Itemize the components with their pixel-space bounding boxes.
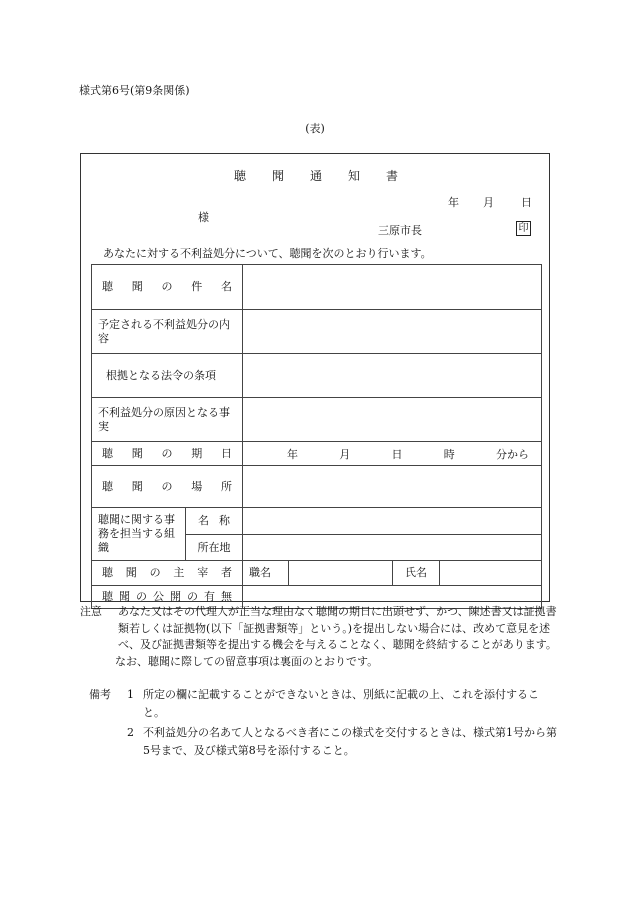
issuer: 三原市長 [378, 224, 422, 237]
date-month: 月 [483, 196, 494, 209]
remark-number-1: 1 [127, 688, 134, 701]
row-legal-basis [92, 354, 542, 398]
public-label: 聴 聞 の 公 開 の 有 無 [92, 586, 243, 609]
remarks-head: 備考 [89, 688, 111, 701]
org-label: 聴聞に関する事務を担当する組織 [92, 508, 186, 561]
row-cause [92, 398, 542, 442]
org-address-value[interactable] [243, 535, 542, 561]
org-address-label: 所在地 [186, 535, 243, 561]
form-number: 様式第6号(第9条関係) [79, 84, 190, 97]
remark-text-2: 不利益処分の名あて人となるべき者にこの様式を交付するときは、様式第1号から第5号まで、及び様式第8号を添付すること。 [143, 726, 557, 757]
row-place [92, 466, 542, 508]
caution-head: 注意 [80, 605, 102, 618]
document-title: 聴聞通知書 [233, 169, 424, 183]
subject-label: 聴 聞 の 件 名 [92, 265, 243, 310]
place-label: 聴 聞 の 場 所 [92, 466, 243, 508]
date-year: 年 [448, 196, 459, 209]
row-subject [92, 265, 542, 310]
caution-section [80, 604, 560, 670]
row-presider [92, 561, 542, 586]
remarks-section [89, 686, 559, 762]
recipient-suffix: 様 [198, 211, 209, 224]
org-name-label: 名 称 [186, 508, 243, 535]
row-planned-disposition [92, 310, 542, 354]
subject-value[interactable] [243, 265, 542, 310]
cause-value[interactable] [243, 398, 542, 442]
remark-number-2: 2 [127, 726, 134, 739]
notice-text: あなたに対する不利益処分について、聴聞を次のとおり行います。 [103, 247, 432, 260]
post-label: 職名 [243, 561, 289, 586]
date-value[interactable]: 年 月 日 時 分から [243, 442, 542, 466]
hearing-table [91, 264, 542, 609]
place-value[interactable] [243, 466, 542, 508]
cause-label: 不利益処分の原因となる事実 [92, 398, 243, 442]
presider-label: 聴 聞 の 主 宰 者 [92, 561, 243, 586]
name-label: 氏名 [393, 561, 440, 586]
legal-basis-label: 根拠となる法令の条項 [92, 354, 243, 398]
legal-basis-value[interactable] [243, 354, 542, 398]
side-label: (表) [305, 122, 325, 135]
post-value[interactable] [289, 561, 393, 586]
date-day: 日 [521, 196, 532, 209]
caution-text-1: あなた又はその代理人が正当な理由なく聴聞の期日に出頭せず、かつ、陳述書又は証拠書類若しくは証拠物(以下「証拠書類等」という。)を提出しない場合には、改めて意見を述べ、及び証拠書類等を提出する機会を与えることなく、聴聞を終結することがあります。 [118, 605, 557, 651]
planned-disposition-value[interactable] [243, 310, 542, 354]
row-date [92, 442, 542, 466]
seal-stamp: 印 [516, 221, 531, 236]
date-label: 聴 聞 の 期 日 [92, 442, 243, 466]
row-org-name [92, 508, 542, 535]
caution-text-2: なお、聴聞に際しての留意事項は裏面のとおりです。 [115, 654, 379, 668]
planned-disposition-label: 予定される不利益処分の内容 [92, 310, 243, 354]
name-value[interactable] [440, 561, 542, 586]
notice-frame [80, 153, 550, 602]
org-name-value[interactable] [243, 508, 542, 535]
remark-text-1: 所定の欄に記載することができないときは、別紙に記載の上、これを添付すること。 [143, 688, 539, 719]
